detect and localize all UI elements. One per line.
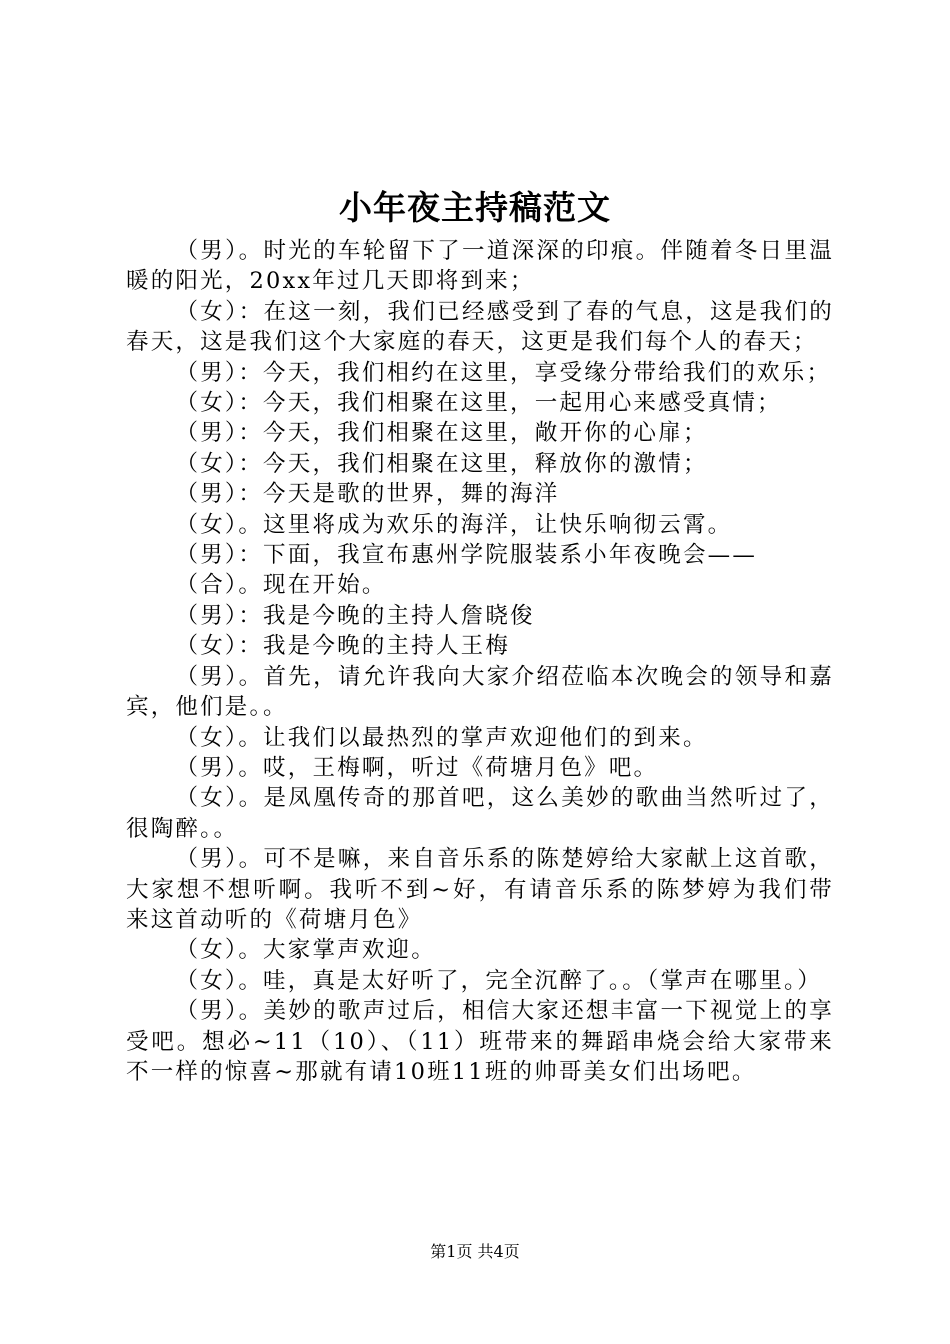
- paragraph: （男）：我是今晚的主持人詹晓俊: [175, 602, 535, 629]
- paragraph: （男）：今天是歌的世界，舞的海洋: [175, 481, 560, 508]
- paragraph: （女）。哇，真是太好听了，完全沉醉了。。（掌声在哪里。）: [175, 967, 823, 994]
- document-body: [126, 236, 834, 1087]
- paragraph: （女）。是凤凰传奇的那首吧，这么美妙的歌曲当然听过了，很陶醉。。: [126, 785, 834, 842]
- paragraph: （男）：今天，我们相聚在这里，敞开你的心扉；: [175, 420, 708, 447]
- document-title: 小年夜主持稿范文: [339, 188, 611, 227]
- paragraph: （男）：今天，我们相约在这里，享受缘分带给我们的欢乐；: [175, 359, 832, 386]
- paragraph: （女）：今天，我们相聚在这里，一起用心来感受真情；: [175, 390, 782, 417]
- paragraph: （男）。美妙的歌声过后，相信大家还想丰富一下视觉上的享受吧。想必~11（10）、（11）班带来的舞蹈串烧会给大家带来不一样的惊喜~那就有请10班11班的帅哥美女们出场吧。: [126, 998, 834, 1085]
- paragraph: （女）。这里将成为欢乐的海洋，让快乐响彻云霄。: [175, 511, 733, 538]
- paragraph: （女）：我是今晚的主持人王梅: [175, 633, 511, 660]
- paragraph: （男）。哎，王梅啊，听过《荷塘月色》吧。: [175, 754, 659, 781]
- paragraph: （男）：下面，我宣布惠州学院服装系小年夜晚会——: [175, 542, 758, 569]
- paragraph: （女）：在这一刻，我们已经感受到了春的气息，这是我们的春天，这是我们这个大家庭的春天，这更是我们每个人的春天；: [126, 298, 834, 356]
- paragraph: （女）。大家掌声欢迎。: [175, 937, 436, 964]
- paragraph: （男）。时光的车轮留下了一道深深的印痕。伴随着冬日里温暖的阳光，20xx年过几天即将到来；: [126, 238, 834, 295]
- paragraph: （合）。现在开始。: [175, 572, 387, 599]
- paragraph: （男）。可不是嘛，来自音乐系的陈楚婷给大家献上这首歌，大家想不想听啊。我听不到~好，有请音乐系的陈梦婷为我们带来这首动听的《荷塘月色》: [126, 846, 834, 933]
- paragraph: （女）。让我们以最热烈的掌声欢迎他们的到来。: [175, 724, 708, 751]
- page-number-footer: 第1页 共4页: [430, 1242, 520, 1261]
- paragraph: （女）：今天，我们相聚在这里，释放你的激情；: [175, 450, 708, 477]
- paragraph: （男）。首先，请允许我向大家介绍莅临本次晚会的领导和嘉宾，他们是。。: [126, 663, 834, 721]
